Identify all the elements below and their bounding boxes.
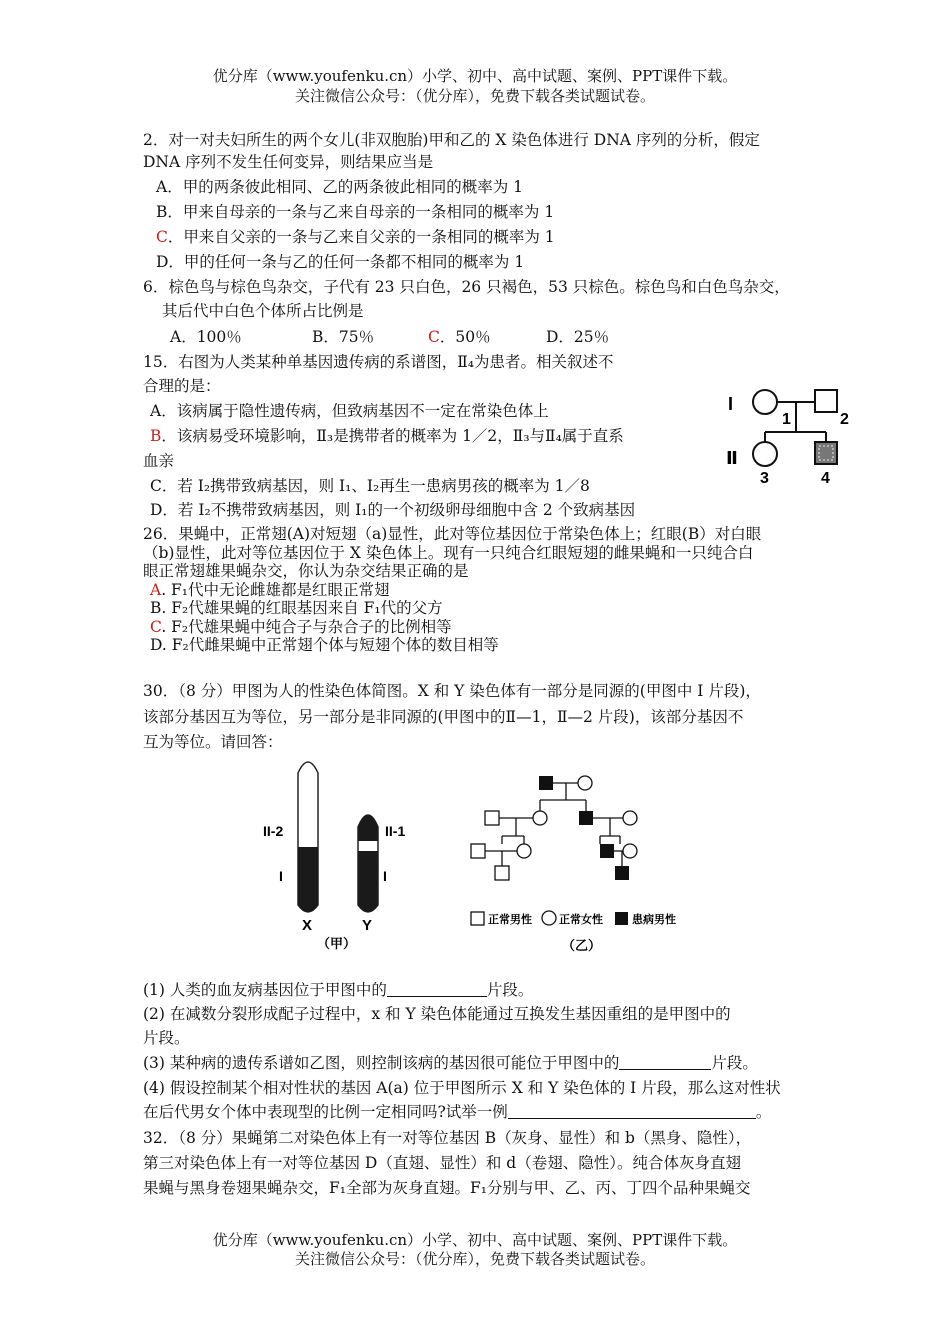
q26-stem-line2: （b)显性，此对等位基因位于 X 染色体上。现有一只纯合红眼短翅的雌果蝇和一只纯合白 (143, 544, 754, 562)
pedigree-ii3-female (753, 442, 777, 466)
q6-stem-line1: 6．棕色鸟与棕色鸟杂交，子代有 23 只白色，26 只褐色，53 只棕色。棕色鸟和白色鸟杂交， (143, 278, 790, 296)
q6-option-a: A．100％ (170, 328, 242, 346)
q30-stem-line2: 该部分基因互为等位，另一部分是非同源的(甲图中的Ⅱ—1，Ⅱ—2 片段)，该部分基因不 (143, 708, 744, 726)
label-y: Y (362, 917, 373, 934)
caption-jia: （甲） (317, 936, 357, 951)
yi-g1-female (578, 776, 592, 790)
q26-option-a (150, 580, 390, 600)
label-i-y: I (383, 868, 387, 884)
q32-stem-line2: 第三对染色体上有一对等位基因 D（直翅、显性）和 d（卷翅、隐性）。纯合体灰身直翅 (143, 1154, 741, 1172)
yi-g3-female-2 (623, 844, 637, 858)
page-header-line2: 关注微信公众号：（优分库），免费下载各类试题试卷。 (294, 87, 655, 105)
yi-g2-female (533, 811, 547, 825)
pedigree-num-4: 4 (821, 470, 830, 487)
q30-part1-answer-blank[interactable] (387, 981, 487, 997)
legend-normal-male: 正常男性 (488, 914, 532, 926)
q15-stem-line1: 15．右图为人类某种单基因遗传病的系谱图，Ⅱ₄为患者。相关叙述不 (143, 353, 614, 371)
q26-option-c (150, 617, 452, 637)
legend-normal-male-icon (471, 912, 484, 925)
q15-option-b-text: ．该病易受环境影响，Ⅱ₃是携带者的概率为 1／2，Ⅱ₃与Ⅱ₄属于直系 (161, 427, 624, 445)
q26-option-c-text: . F₂代雄果蝇中纯合子与杂合子的比例相等 (161, 618, 452, 636)
q15-stem-line2: 合理的是： (143, 377, 221, 395)
q26-answer-letter-a: A (150, 581, 162, 599)
q26-option-d: D. F₂代雌果蝇中正常翅个体与短翅个体的数目相等 (150, 636, 499, 654)
legend-affected-male-icon (615, 912, 628, 925)
q30-figure-jia-chromosomes (255, 755, 425, 955)
y-chromosome-region-ii1 (358, 815, 378, 841)
yi-g3-male (471, 844, 485, 858)
q30-part4-text: 在后代男女个体中表现型的比例一定相同吗?试举一例 (143, 1103, 508, 1121)
yi-g1-affected-male (539, 776, 553, 790)
q30-part4: (4) 假设控制某个相对性状的基因 A(a) 位于甲图所示 X 和 Y 染色体的 I 片段，那么这对性状 (143, 1079, 781, 1097)
x-chromosome-region-i (298, 847, 318, 912)
yi-g2-male (485, 811, 499, 825)
q6-option-d: D．25％ (546, 328, 610, 346)
page-header-line1: 优分库（www.youfenku.cn）小学、初中、高中试题、案例、PPT课件下载。 (212, 67, 738, 85)
q6-option-c-text: ．50％ (439, 328, 491, 346)
q30-part4-answer-blank[interactable] (508, 1103, 756, 1119)
label-i-x: I (279, 868, 283, 884)
q2-option-d: D．甲的任何一条与乙的任何一条都不相同的概率为 1 (156, 253, 525, 271)
q30-part1-suffix: 片段。 (486, 981, 534, 999)
label-ii-2: II-2 (263, 823, 284, 839)
q30-part4-suffix: 。 (755, 1103, 772, 1121)
q30-part2: (2) 在减数分裂形成配子过程中，x 和 Y 染色体能通过互换发生基因重组的是甲图中的 (143, 1005, 731, 1023)
q26-stem-line3: 眼正常翅雄果蝇杂交，你认为杂交结果正确的是 (143, 562, 469, 580)
q30-part3-text: (3) 某种病的遗传系谱如乙图，则控制该病的基因很可能位于甲图中的 (143, 1054, 620, 1072)
pedigree-gen1-label: I (728, 394, 734, 414)
yi-g3-affected-male (600, 844, 614, 858)
q30-part2-cont: 片段。 (143, 1029, 190, 1047)
q30-part1-text: (1) 人类的血友病基因位于甲图中的 (143, 981, 387, 999)
q32-stem-line1: 32．（8 分）果蝇第二对染色体上有一对等位基因 B（灰身、显性）和 b（黑身、隐性）， (143, 1129, 752, 1147)
label-ii-1: II-1 (385, 823, 406, 839)
q15-pedigree-figure (718, 380, 868, 490)
q30-part1 (143, 980, 533, 1000)
q15-option-b-continued: 血亲 (143, 452, 175, 470)
yi-g4-affected-male (615, 866, 629, 880)
page-footer-line2: 关注微信公众号：（优分库），免费下载各类试题试卷。 (294, 1250, 655, 1268)
pedigree-num-1: 1 (782, 411, 791, 428)
pedigree-gen2-label: Ⅱ (726, 448, 738, 468)
q30-stem-line3: 互为等位。请回答： (143, 733, 283, 751)
yi-g3-female (517, 844, 531, 858)
q2-option-a: A．甲的两条彼此相同、乙的两条彼此相同的概率为 1 (156, 178, 523, 196)
q15-option-b (150, 426, 624, 446)
q2-option-c (156, 227, 555, 247)
q30-part3-suffix: 片段。 (711, 1054, 758, 1072)
y-chromosome-region-i (358, 851, 378, 912)
pedigree-i1-female (753, 390, 777, 414)
q2-option-b: B．甲来自母亲的一条与乙来自母亲的一条相同的概率为 1 (156, 203, 555, 221)
legend-normal-female: 正常女性 (559, 914, 603, 926)
yi-g4-male (495, 866, 509, 880)
q30-figure-yi-pedigree (460, 770, 700, 955)
caption-yi: （乙） (562, 938, 602, 953)
q15-option-d: D．若 I₂不携带致病基因，则 I₁的一个初级卵母细胞中含 2 个致病基因 (150, 501, 636, 519)
pedigree-num-3: 3 (760, 470, 769, 487)
q6-answer-letter: C (428, 328, 440, 346)
pedigree-i2-male (815, 390, 837, 412)
q6-option-c (428, 327, 491, 347)
legend-normal-female-icon (542, 911, 556, 925)
q30-part3-answer-blank[interactable] (619, 1054, 711, 1070)
q15-option-c: C．若 I₂携带致病基因，则 I₁、I₂再生一患病男孩的概率为 1／8 (150, 477, 590, 495)
q2-option-c-text: ．甲来自父亲的一条与乙来自父亲的一条相同的概率为 1 (167, 228, 555, 246)
q6-option-b: B．75％ (312, 328, 375, 346)
yi-g2-affected-male (579, 811, 593, 825)
page-footer-line1: 优分库（www.youfenku.cn）小学、初中、高中试题、案例、PPT课件下载。 (212, 1231, 738, 1249)
pedigree-num-2: 2 (840, 411, 849, 428)
q2-stem-line2: DNA 序列不发生任何变异，则结果应当是 (143, 153, 434, 171)
q30-part4-cont (143, 1102, 771, 1122)
q30-stem-line1: 30．（8 分）甲图为人的性染色体简图。X 和 Y 染色体有一部分是同源的(甲图中 I 片段)， (143, 682, 761, 700)
q26-option-a-text: . F₁代中无论雌雄都是红眼正常翅 (161, 581, 390, 599)
q26-answer-letter-c: C (150, 618, 162, 636)
q15-answer-letter: B (150, 427, 162, 445)
q26-option-b: B. F₂代雄果蝇的红眼基因来自 F₁代的父方 (150, 599, 443, 617)
label-x: X (302, 917, 313, 934)
q32-stem-line3: 果蝇与黑身卷翅果蝇杂交，F₁全部为灰身直翅。F₁分别与甲、乙、丙、丁四个品种果蝇交 (143, 1179, 751, 1197)
pedigree-ii4-affected-male (815, 442, 837, 464)
q15-option-a: A．该病属于隐性遗传病，但致病基因不一定在常染色体上 (150, 402, 549, 420)
q26-stem-line1: 26．果蝇中，正常翅(A)对短翅（a)显性，此对等位基因位于常染色体上；红眼(B）对白眼 (143, 525, 762, 543)
legend-affected-male: 患病男性 (632, 914, 676, 926)
q2-stem-line1: 2．对一对夫妇所生的两个女儿(非双胞胎)甲和乙的 X 染色体进行 DNA 序列的分析，假定 (143, 131, 760, 149)
q30-part3 (143, 1053, 758, 1073)
q2-answer-letter: C (156, 228, 168, 246)
q6-stem-line2: 其后代中白色个体所占比例是 (162, 302, 364, 320)
yi-g2-female-2 (623, 811, 637, 825)
